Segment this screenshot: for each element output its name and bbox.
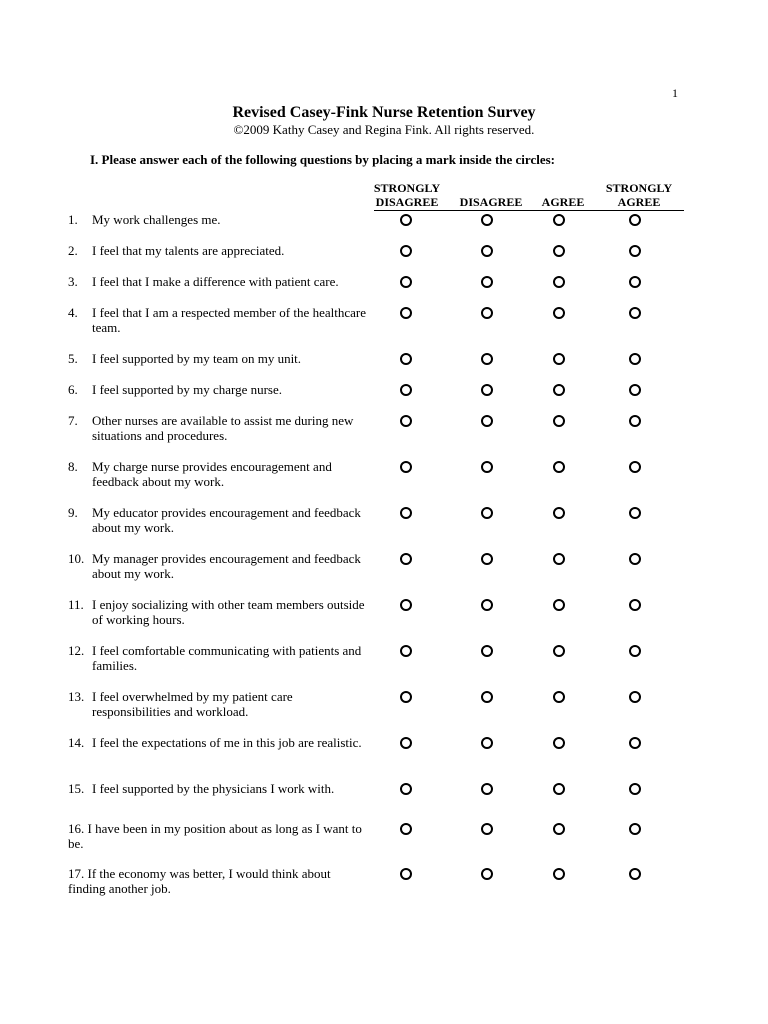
question-number: 9. <box>68 505 78 520</box>
radio-strongly-agree[interactable] <box>629 214 641 226</box>
radio-disagree[interactable] <box>481 691 493 703</box>
column-header-strongly-agree <box>594 181 684 209</box>
question-row <box>0 305 768 345</box>
radio-strongly-disagree[interactable] <box>400 307 412 319</box>
question-number: 12. <box>68 643 85 658</box>
question-row <box>0 866 768 906</box>
question-row <box>0 551 768 591</box>
question-row <box>0 643 768 683</box>
radio-strongly-agree[interactable] <box>629 553 641 565</box>
question-number: 14. <box>68 735 85 750</box>
question-text: I feel overwhelmed by my patient care responsibilities and workload. <box>92 689 293 719</box>
question-text: 17. If the economy was better, I would think about finding another job. <box>68 866 331 896</box>
radio-agree[interactable] <box>553 245 565 257</box>
column-header-strongly-disagree <box>362 181 452 209</box>
radio-strongly-disagree[interactable] <box>400 214 412 226</box>
radio-disagree[interactable] <box>481 415 493 427</box>
question-row <box>0 821 768 861</box>
radio-strongly-agree[interactable] <box>629 461 641 473</box>
radio-strongly-disagree[interactable] <box>400 783 412 795</box>
question-number: 8. <box>68 459 78 474</box>
column-header-line2: DISAGREE <box>375 195 439 209</box>
radio-agree[interactable] <box>553 553 565 565</box>
question-text: I feel that I make a difference with patient care. <box>92 274 339 289</box>
radio-strongly-agree[interactable] <box>629 823 641 835</box>
radio-disagree[interactable] <box>481 214 493 226</box>
radio-strongly-agree[interactable] <box>629 245 641 257</box>
question-row <box>0 597 768 637</box>
radio-agree[interactable] <box>553 353 565 365</box>
question-number: 4. <box>68 305 78 320</box>
radio-disagree[interactable] <box>481 461 493 473</box>
radio-strongly-disagree[interactable] <box>400 276 412 288</box>
radio-disagree[interactable] <box>481 245 493 257</box>
radio-strongly-disagree[interactable] <box>400 599 412 611</box>
radio-strongly-disagree[interactable] <box>400 415 412 427</box>
radio-strongly-disagree[interactable] <box>400 868 412 880</box>
radio-strongly-agree[interactable] <box>629 599 641 611</box>
radio-disagree[interactable] <box>481 276 493 288</box>
radio-strongly-disagree[interactable] <box>400 461 412 473</box>
radio-disagree[interactable] <box>481 783 493 795</box>
radio-strongly-disagree[interactable] <box>400 691 412 703</box>
radio-strongly-agree[interactable] <box>629 691 641 703</box>
question-text: I enjoy socializing with other team members outside of working hours. <box>92 597 365 627</box>
radio-strongly-disagree[interactable] <box>400 737 412 749</box>
question-text: Other nurses are available to assist me during new situations and procedures. <box>92 413 354 443</box>
radio-agree[interactable] <box>553 307 565 319</box>
radio-strongly-disagree[interactable] <box>400 823 412 835</box>
question-number: 7. <box>68 413 78 428</box>
question-row <box>0 689 768 729</box>
radio-strongly-agree[interactable] <box>629 737 641 749</box>
radio-strongly-disagree[interactable] <box>400 384 412 396</box>
radio-disagree[interactable] <box>481 353 493 365</box>
radio-disagree[interactable] <box>481 823 493 835</box>
question-row <box>0 781 768 821</box>
radio-disagree[interactable] <box>481 507 493 519</box>
radio-strongly-agree[interactable] <box>629 783 641 795</box>
question-number: 11. <box>68 597 84 612</box>
question-number: 1. <box>68 212 78 227</box>
instructions: I. Please answer each of the following questions by placing a mark inside the circles: <box>90 152 555 167</box>
radio-agree[interactable] <box>553 737 565 749</box>
question-number: 15. <box>68 781 85 796</box>
column-header-line1: STRONGLY <box>605 181 673 195</box>
radio-disagree[interactable] <box>481 553 493 565</box>
radio-strongly-disagree[interactable] <box>400 553 412 565</box>
radio-strongly-agree[interactable] <box>629 645 641 657</box>
column-header-line2: AGREE <box>617 195 661 209</box>
question-text: I feel supported by my team on my unit. <box>92 351 302 366</box>
survey-title: Revised Casey-Fink Nurse Retention Survey <box>232 104 536 121</box>
radio-strongly-agree[interactable] <box>629 415 641 427</box>
question-row <box>0 413 768 453</box>
header-rule <box>374 210 684 211</box>
radio-strongly-agree[interactable] <box>629 353 641 365</box>
question-number: 3. <box>68 274 78 289</box>
radio-strongly-agree[interactable] <box>629 868 641 880</box>
radio-agree[interactable] <box>553 783 565 795</box>
question-text: I feel supported by my charge nurse. <box>92 382 283 397</box>
radio-agree[interactable] <box>553 507 565 519</box>
question-number: 2. <box>68 243 78 258</box>
radio-agree[interactable] <box>553 415 565 427</box>
radio-agree[interactable] <box>553 691 565 703</box>
column-header-line2: AGREE <box>541 195 585 209</box>
radio-disagree[interactable] <box>481 737 493 749</box>
radio-agree[interactable] <box>553 823 565 835</box>
question-number: 10. <box>68 551 85 566</box>
radio-strongly-agree[interactable] <box>629 307 641 319</box>
question-text: I feel supported by the physicians I work with. <box>92 781 335 796</box>
question-number: 5. <box>68 351 78 366</box>
question-text: My charge nurse provides encouragement and feedback about my work. <box>92 459 332 489</box>
radio-strongly-agree[interactable] <box>629 384 641 396</box>
question-text: My educator provides encouragement and feedback about my work. <box>92 505 361 535</box>
radio-disagree[interactable] <box>481 384 493 396</box>
radio-strongly-disagree[interactable] <box>400 507 412 519</box>
radio-agree[interactable] <box>553 868 565 880</box>
radio-strongly-agree[interactable] <box>629 276 641 288</box>
question-row <box>0 735 768 775</box>
radio-disagree[interactable] <box>481 868 493 880</box>
radio-agree[interactable] <box>553 214 565 226</box>
radio-agree[interactable] <box>553 599 565 611</box>
radio-agree[interactable] <box>553 645 565 657</box>
page-number: 1 <box>672 86 678 100</box>
question-row <box>0 505 768 545</box>
radio-agree[interactable] <box>553 461 565 473</box>
radio-strongly-disagree[interactable] <box>400 353 412 365</box>
question-text: I feel the expectations of me in this job are realistic. <box>92 735 362 750</box>
column-header-line2: DISAGREE <box>459 195 523 209</box>
question-text: I feel that I am a respected member of the healthcare team. <box>92 305 366 335</box>
question-text: My manager provides encouragement and feedback about my work. <box>92 551 361 581</box>
radio-disagree[interactable] <box>481 599 493 611</box>
radio-strongly-agree[interactable] <box>629 507 641 519</box>
question-text: 16. I have been in my position about as long as I want to be. <box>68 821 362 851</box>
radio-strongly-disagree[interactable] <box>400 245 412 257</box>
radio-disagree[interactable] <box>481 645 493 657</box>
radio-disagree[interactable] <box>481 307 493 319</box>
question-row <box>0 459 768 499</box>
column-header-line1: STRONGLY <box>373 181 441 195</box>
question-text: I feel comfortable communicating with patients and families. <box>92 643 362 673</box>
radio-strongly-disagree[interactable] <box>400 645 412 657</box>
question-text: I feel that my talents are appreciated. <box>92 243 285 258</box>
radio-agree[interactable] <box>553 384 565 396</box>
copyright-line: ©2009 Kathy Casey and Regina Fink. All rights reserved. <box>233 122 535 137</box>
question-number: 13. <box>68 689 85 704</box>
radio-agree[interactable] <box>553 276 565 288</box>
question-text: My work challenges me. <box>92 212 221 227</box>
question-number: 6. <box>68 382 78 397</box>
